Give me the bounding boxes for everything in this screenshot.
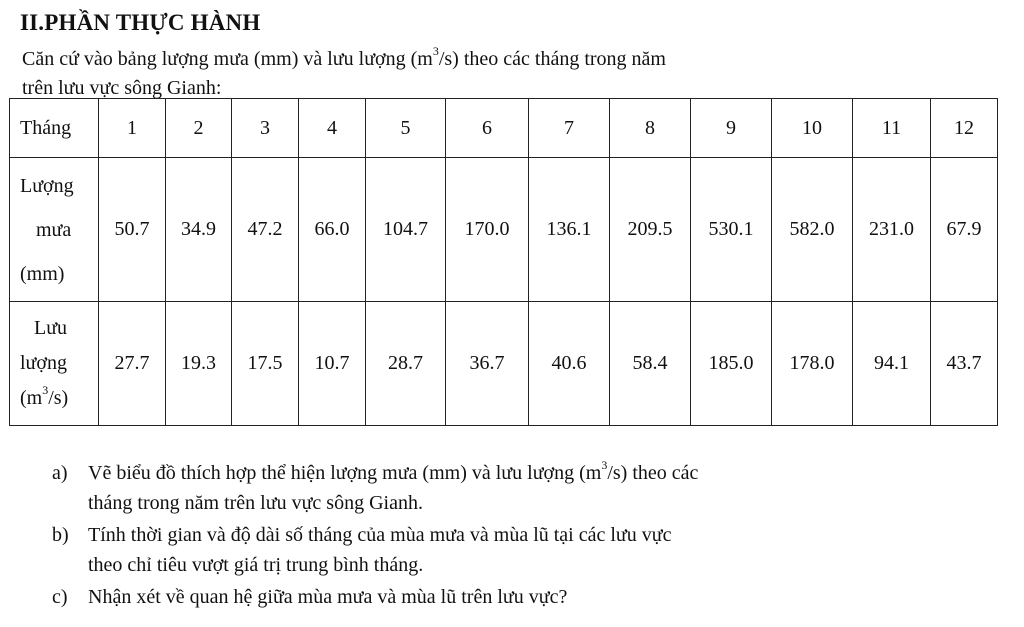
rainfall-cell: 209.5 bbox=[610, 158, 691, 302]
question-a bbox=[52, 458, 952, 518]
question-a-marker: a) bbox=[52, 462, 68, 484]
table-row-months bbox=[10, 99, 998, 158]
discharge-cell: 43.7 bbox=[931, 302, 998, 426]
discharge-cell: 94.1 bbox=[853, 302, 931, 426]
question-b bbox=[52, 520, 952, 580]
month-cell: 10 bbox=[772, 99, 853, 158]
rainfall-label-line-3: (mm) bbox=[20, 262, 65, 285]
question-a-text-1a: Vẽ biểu đồ thích hợp thể hiện lượng mưa (mm) và lưu lượng (m bbox=[88, 462, 602, 484]
table-row-discharge bbox=[10, 302, 998, 426]
question-a-line-2: tháng trong năm trên lưu vực sông Gianh. bbox=[88, 492, 423, 514]
rainfall-cell: 530.1 bbox=[691, 158, 772, 302]
rainfall-cell: 47.2 bbox=[232, 158, 299, 302]
discharge-label-line-2: lượng bbox=[20, 352, 67, 374]
month-cell: 7 bbox=[529, 99, 610, 158]
discharge-label-line-1: Lưu bbox=[34, 317, 68, 339]
rainfall-label-line-1: Lượng bbox=[20, 174, 74, 197]
intro-text-1b: /s) theo các tháng trong năm bbox=[438, 48, 666, 70]
table-row-rainfall bbox=[10, 158, 998, 302]
question-c-line-1: Nhận xét về quan hệ giữa mùa mưa và mùa lũ trên lưu vực? bbox=[88, 586, 568, 608]
month-cell: 2 bbox=[166, 99, 232, 158]
rainfall-cell: 34.9 bbox=[166, 158, 232, 302]
discharge-row-label bbox=[10, 302, 99, 426]
question-b-marker: b) bbox=[52, 524, 69, 546]
discharge-cell: 40.6 bbox=[529, 302, 610, 426]
month-cell: 9 bbox=[691, 99, 772, 158]
month-cell: 12 bbox=[931, 99, 998, 158]
month-cell: 11 bbox=[853, 99, 931, 158]
question-a-line-1 bbox=[88, 458, 952, 488]
intro-text-1a: Căn cứ vào bảng lượng mưa (mm) và lưu lượng (m bbox=[22, 48, 433, 70]
discharge-cell: 58.4 bbox=[610, 302, 691, 426]
question-a-superscript: 3 bbox=[601, 458, 608, 473]
discharge-cell: 28.7 bbox=[366, 302, 446, 426]
rainfall-cell: 66.0 bbox=[299, 158, 366, 302]
month-cell: 1 bbox=[99, 99, 166, 158]
rainfall-label-line-2: mưa bbox=[36, 218, 72, 241]
month-cell: 8 bbox=[610, 99, 691, 158]
question-b-line-2: theo chỉ tiêu vượt giá trị trung bình tháng. bbox=[88, 554, 424, 576]
question-c bbox=[52, 582, 952, 612]
discharge-unit-superscript: 3 bbox=[42, 383, 49, 398]
month-header-label: Tháng bbox=[10, 99, 99, 158]
rainfall-cell: 231.0 bbox=[853, 158, 931, 302]
intro-line-2: trên lưu vực sông Gianh: bbox=[22, 77, 222, 99]
question-a-text-1b: /s) theo các bbox=[607, 462, 699, 484]
month-cell: 3 bbox=[232, 99, 299, 158]
rainfall-cell: 582.0 bbox=[772, 158, 853, 302]
rainfall-cell: 104.7 bbox=[366, 158, 446, 302]
discharge-label-line-3 bbox=[20, 381, 98, 416]
discharge-cell: 10.7 bbox=[299, 302, 366, 426]
rainfall-row-label bbox=[10, 158, 99, 302]
rainfall-cell: 50.7 bbox=[99, 158, 166, 302]
data-table bbox=[9, 98, 998, 426]
discharge-cell: 17.5 bbox=[232, 302, 299, 426]
discharge-cell: 185.0 bbox=[691, 302, 772, 426]
month-cell: 4 bbox=[299, 99, 366, 158]
intro-superscript: 3 bbox=[432, 44, 439, 59]
discharge-unit-a: (m bbox=[20, 387, 43, 409]
intro-paragraph bbox=[22, 45, 1002, 103]
month-cell: 6 bbox=[446, 99, 529, 158]
discharge-cell: 36.7 bbox=[446, 302, 529, 426]
discharge-unit-b: /s) bbox=[48, 387, 69, 409]
month-cell: 5 bbox=[366, 99, 446, 158]
question-b-line-1: Tính thời gian và độ dài số tháng của mùa mưa và mùa lũ tại các lưu vực bbox=[88, 524, 672, 546]
rainfall-cell: 67.9 bbox=[931, 158, 998, 302]
discharge-cell: 27.7 bbox=[99, 302, 166, 426]
section-heading: II.PHẦN THỰC HÀNH bbox=[20, 10, 261, 35]
discharge-cell: 178.0 bbox=[772, 302, 853, 426]
discharge-cell: 19.3 bbox=[166, 302, 232, 426]
intro-line-1 bbox=[22, 45, 1002, 74]
question-list bbox=[52, 458, 952, 614]
question-c-marker: c) bbox=[52, 586, 68, 608]
rainfall-cell: 170.0 bbox=[446, 158, 529, 302]
rainfall-cell: 136.1 bbox=[529, 158, 610, 302]
